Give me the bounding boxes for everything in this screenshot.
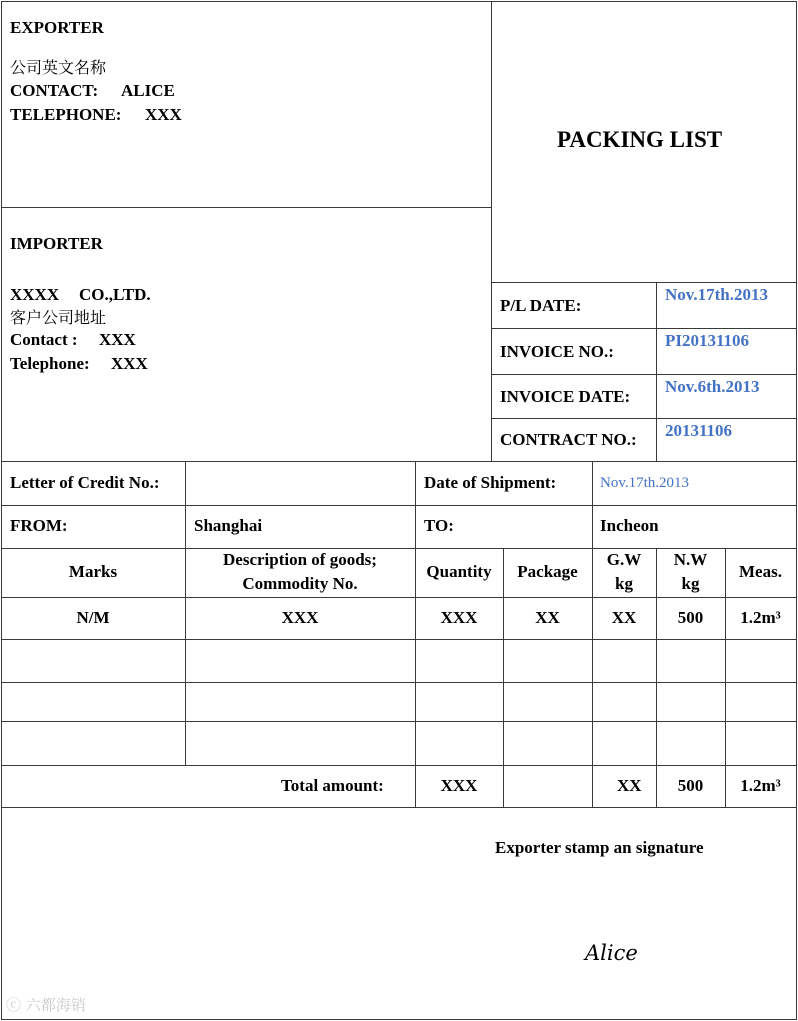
total-meas: 1.2m³: [740, 776, 781, 795]
document-title: PACKING LIST: [557, 127, 723, 152]
invoice-no-value: PI20131106: [665, 331, 750, 350]
pl-date-value: Nov.17th.2013: [665, 285, 768, 304]
row1-quantity: XXX: [440, 608, 478, 627]
border-right: [796, 1, 797, 1020]
border-top: [1, 1, 797, 2]
header-nw-line1: N.W: [673, 550, 708, 569]
importer-contact-value: XXX: [99, 330, 136, 349]
shipment-date-label: Date of Shipment:: [424, 473, 557, 492]
signature: Alice: [585, 941, 638, 965]
importer-address: 客户公司地址: [10, 308, 107, 327]
importer-telephone-value: XXX: [111, 354, 148, 373]
row1-description: XXX: [281, 608, 319, 627]
exporter-heading: EXPORTER: [10, 18, 104, 37]
from-value: Shanghai: [194, 516, 263, 535]
contract-no-label: CONTRACT NO.:: [500, 430, 637, 449]
divider-info-vertical: [656, 282, 657, 462]
invoice-date-label: INVOICE DATE:: [500, 387, 631, 406]
row1-gw: XX: [611, 608, 637, 627]
importer-contact-label: Contact :: [10, 330, 78, 349]
to-value: Incheon: [600, 516, 659, 535]
header-gw-line2: kg: [615, 574, 633, 593]
exporter-contact-label: CONTACT:: [10, 81, 99, 100]
line-682: [1, 682, 797, 683]
invoice-no-label: INVOICE NO.:: [500, 342, 614, 361]
header-nw-line2: kg: [681, 574, 700, 593]
exporter-contact-value: ALICE: [121, 81, 175, 100]
total-quantity: XXX: [440, 776, 478, 795]
col-line-725: [725, 548, 726, 807]
border-left: [1, 1, 2, 1020]
watermark: [6, 994, 86, 1015]
line-597: [1, 597, 797, 598]
exporter-telephone-value: XXX: [145, 105, 182, 124]
line-462: [1, 461, 797, 462]
importer-heading: IMPORTER: [10, 234, 103, 253]
line-721: [1, 721, 797, 722]
importer-company-suffix: CO.,LTD.: [79, 285, 151, 304]
header-description-line1: Description of goods;: [223, 550, 377, 569]
pl-date-label: P/L DATE:: [500, 296, 582, 315]
total-gw: XX: [617, 776, 642, 795]
header-meas: Meas.: [739, 562, 782, 581]
divider-exporter-importer: [1, 207, 491, 208]
row1-package: XX: [535, 608, 560, 627]
line-548: [1, 548, 797, 549]
row1-marks: N/M: [76, 608, 110, 627]
col-line-415: [415, 461, 416, 807]
line-505: [1, 505, 797, 506]
line-765: [1, 765, 797, 766]
header-marks: Marks: [68, 562, 118, 581]
importer-company-label: XXXX: [10, 285, 60, 304]
divider-info-3: [491, 374, 797, 375]
row1-meas: 1.2m³: [740, 608, 781, 627]
divider-info-2: [491, 328, 797, 329]
watermark-text: 六都海销: [25, 996, 86, 1014]
exporter-telephone-label: TELEPHONE:: [10, 105, 122, 124]
shipment-date-value: Nov.17th.2013: [600, 475, 690, 491]
header-quantity: Quantity: [426, 562, 492, 581]
stamp-label: Exporter stamp an signature: [495, 838, 704, 857]
col-line-592: [592, 461, 593, 807]
from-label: FROM:: [10, 516, 68, 535]
row1-nw: 500: [677, 608, 704, 627]
line-807: [1, 807, 797, 808]
importer-telephone-label: Telephone:: [10, 354, 90, 373]
to-label: TO:: [424, 516, 454, 535]
exporter-company-name: 公司英文名称: [10, 58, 107, 77]
lc-label: Letter of Credit No.:: [10, 473, 160, 492]
header-description-line2: Commodity No.: [242, 574, 358, 593]
divider-info-4: [491, 418, 797, 419]
invoice-date-value: Nov.6th.2013: [665, 377, 760, 396]
divider-header-vertical: [491, 1, 492, 462]
divider-info-1: [491, 282, 797, 283]
header-gw-line1: G.W: [606, 550, 642, 569]
line-639: [1, 639, 797, 640]
contract-no-value: 20131106: [665, 421, 733, 440]
col-line-503: [503, 548, 504, 807]
total-nw: 500: [677, 776, 704, 795]
total-label: Total amount:: [281, 776, 384, 795]
watermark-logo-icon: ⓒ: [6, 996, 22, 1014]
border-bottom: [1, 1019, 797, 1020]
header-package: Package: [517, 562, 578, 581]
